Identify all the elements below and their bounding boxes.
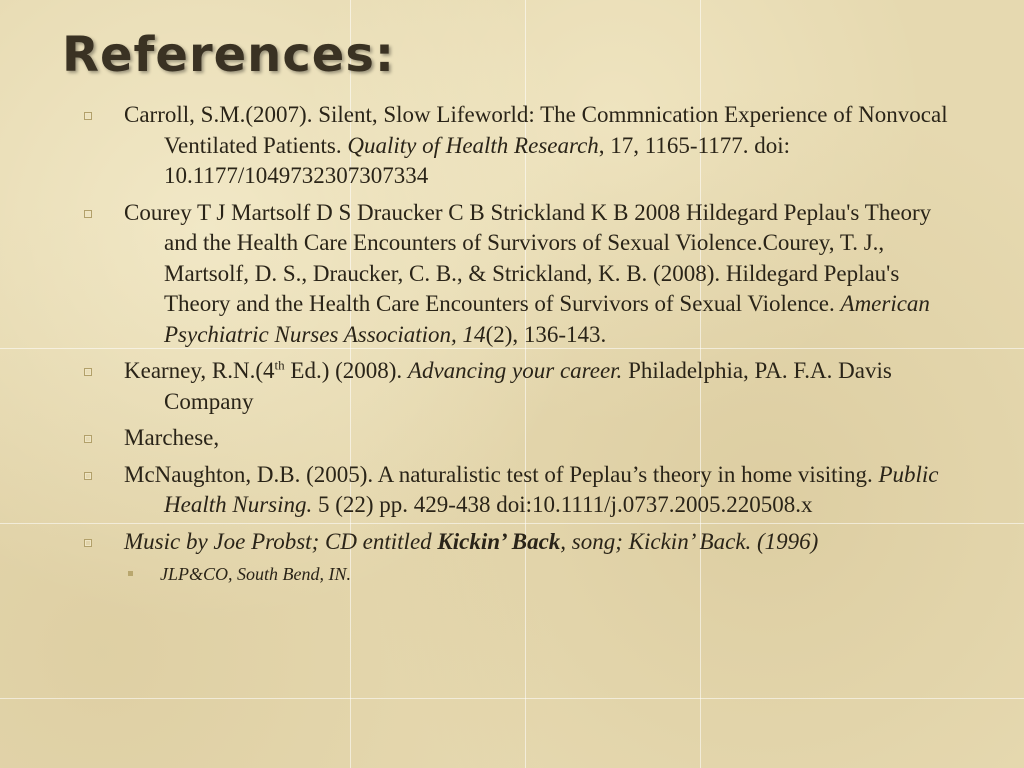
- reference-year: Ed.) (2008).: [284, 358, 408, 383]
- square-bullet-icon: [84, 210, 92, 218]
- reference-citation: Kearney, R.N.(4: [124, 358, 275, 383]
- reference-item: [80, 100, 970, 192]
- reference-list: [80, 100, 970, 587]
- small-square-bullet-icon: [128, 571, 133, 576]
- reference-citation: Courey T J Martsolf D S Draucker C B Strickland K B 2008 Hildegard Peplau's Theory and the Health Care Encounters of Survivors of Sexual Violence.Courey, T. J., Martsolf, D. S., Draucker, C. B., & Strickland, K. B. (2008). Hildegard Peplau's Theory and the Health Care Encounters of Survivors of Sexual Violence.: [124, 199, 932, 316]
- square-bullet-icon: [84, 472, 92, 480]
- reference-details: (2), 136-143.: [485, 321, 607, 347]
- reference-text: [124, 100, 970, 192]
- reference-item: [80, 356, 970, 417]
- album-title: Kickin’ Back: [437, 528, 561, 554]
- reference-citation: Carroll, S.M.(2007). Silent, Slow Lifeworld: The Commnication Experience of Nonvocal Ventilated Patients.: [124, 102, 948, 158]
- reference-text: [124, 527, 970, 558]
- superscript: th: [274, 357, 285, 373]
- reference-item: [80, 460, 970, 521]
- reference-item: [80, 527, 970, 558]
- square-bullet-icon: [84, 539, 92, 547]
- square-bullet-icon: [84, 435, 92, 443]
- square-bullet-icon: [84, 368, 92, 376]
- sub-reference-item: [80, 561, 970, 587]
- reference-citation: Music by Joe Probst; CD entitled: [124, 528, 438, 554]
- reference-journal: Public Health Nursing.: [164, 461, 939, 517]
- slide-title: References:: [62, 27, 396, 83]
- reference-item: [80, 198, 970, 351]
- reference-details: Philadelphia, PA. F.A. Davis Company: [164, 358, 892, 414]
- square-bullet-icon: [84, 112, 92, 120]
- reference-text: [124, 198, 970, 351]
- reference-text: [124, 356, 970, 417]
- reference-citation: McNaughton, D.B. (2005). A naturalistic test of Peplau’s theory in home visiting.: [124, 461, 879, 487]
- reference-book-title: Advancing your career.: [407, 358, 623, 383]
- reference-details: , 17, 1165-1177. doi: 10.1177/1049732307307334: [164, 132, 791, 188]
- publisher-text: JLP&CO, South Bend, IN.: [160, 564, 351, 584]
- reference-details: 5 (22) pp. 429-438 doi:10.1111/j.0737.2005.220508.x: [312, 492, 813, 517]
- reference-journal: American Psychiatric Nurses Association, 14: [164, 291, 930, 347]
- reference-text: [124, 460, 970, 521]
- reference-journal: Quality of Health Research: [347, 132, 599, 158]
- reference-text: Marchese,: [124, 425, 220, 450]
- reference-item: [80, 423, 970, 454]
- reference-details: , song; Kickin’ Back. (1996): [560, 528, 819, 554]
